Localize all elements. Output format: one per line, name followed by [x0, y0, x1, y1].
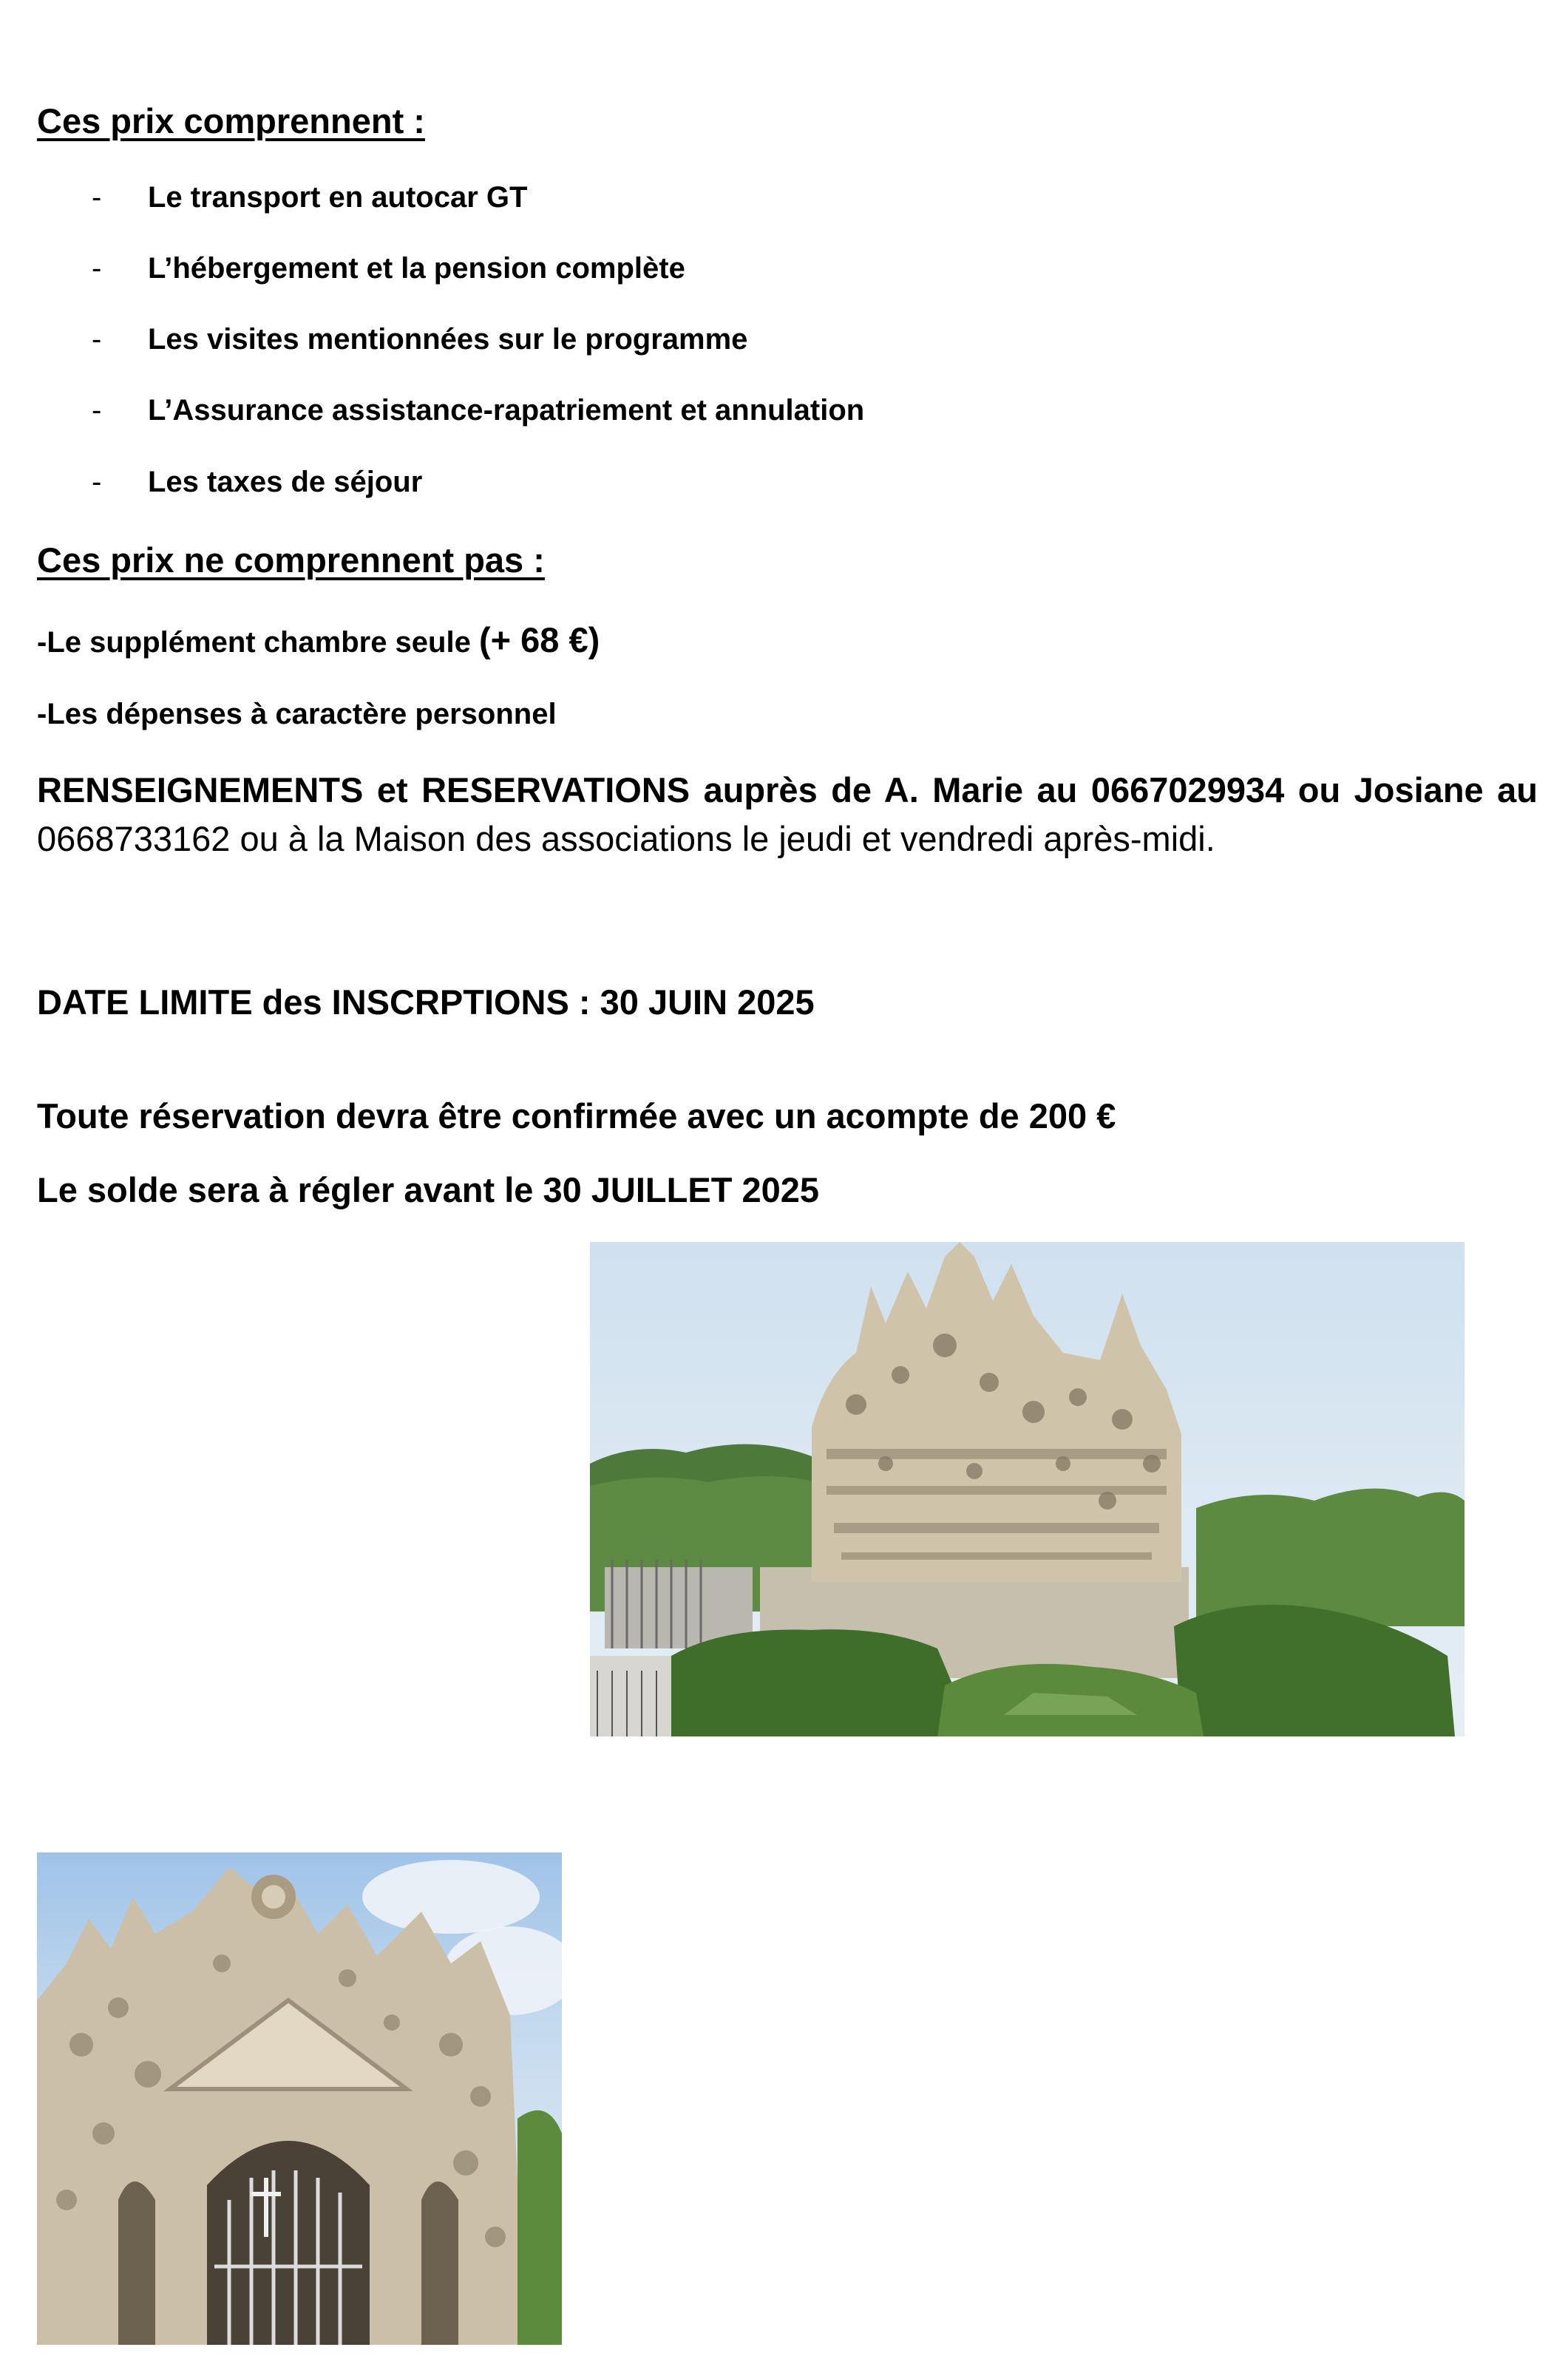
bullet-dash: - — [92, 323, 102, 356]
included-heading: Ces prix comprennent : — [37, 101, 425, 140]
deposit-line: Toute réservation devra être confirmée avec un acompte de 200 € — [37, 1096, 1116, 1135]
contact-normal: 0668733162 ou à la Maison des associations le jeudi et vendredi après-midi. — [37, 819, 1215, 858]
included-item-taxes: Les taxes de séjour — [148, 466, 423, 498]
included-item-visits: Les visites mentionnées sur le programme — [148, 323, 748, 356]
balance-line: Le solde sera à régler avant le 30 JUILLET 2025 — [37, 1170, 820, 1209]
included-item-lodging: L’hébergement et la pension complète — [148, 252, 685, 285]
excluded-personal: -Les dépenses à caractère personnel — [37, 698, 557, 730]
palace-wide-illustration — [590, 1242, 1465, 1736]
single-room-label: -Le supplément chambre seule — [37, 626, 479, 659]
bullet-dash: - — [92, 252, 102, 285]
bullet-dash: - — [92, 466, 102, 498]
palace-photo-detail — [37, 1852, 562, 2345]
palace-detail-illustration — [37, 1852, 562, 2345]
excluded-heading: Ces prix ne comprennent pas : — [37, 540, 545, 580]
bullet-dash: - — [92, 181, 102, 214]
contact-paragraph — [37, 766, 1538, 863]
excluded-single-room — [37, 619, 600, 660]
contact-bold: RENSEIGNEMENTS et RESERVATIONS auprès de A. Marie au 0667029934 ou Josiane au — [37, 770, 1538, 809]
single-room-price: (+ 68 €) — [478, 620, 600, 659]
included-item-transport: Le transport en autocar GT — [148, 181, 528, 214]
registration-deadline: DATE LIMITE des INSCRPTIONS : 30 JUIN 2025 — [37, 982, 815, 1022]
palace-photo-wide — [590, 1242, 1465, 1736]
included-item-insurance: L’Assurance assistance-rapatriement et annulation — [148, 394, 865, 427]
bullet-dash: - — [92, 394, 102, 427]
